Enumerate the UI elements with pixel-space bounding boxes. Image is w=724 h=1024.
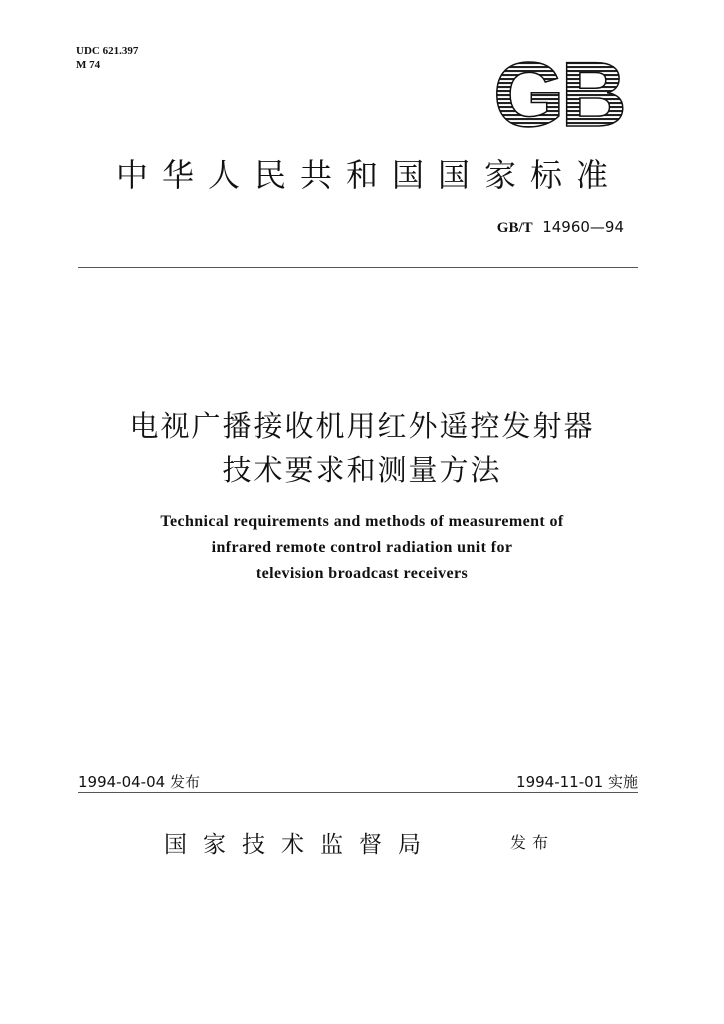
document-title-cn-line1: 电视广播接收机用红外遥控发射器 [129, 409, 595, 443]
issue-date: 1994-04-04 发布 [78, 773, 200, 791]
standard-code [497, 218, 624, 237]
document-title-en-line1: Technical requirements and methods of measurement of [160, 513, 564, 530]
gb-logo [484, 54, 632, 134]
gb-logo-text: GB [493, 54, 623, 134]
standard-title: 中华人民共和国国家标准 [115, 156, 622, 194]
issue-label: 发布 [510, 833, 555, 852]
standard-code-number: 14960—94 [542, 218, 624, 236]
document-title-en-line3: television broadcast receivers [255, 565, 469, 582]
document-title-en-line2: infrared remote control radiation unit for [211, 539, 513, 556]
udc-code: UDC 621.397 [76, 45, 139, 57]
document-title-cn-line2: 技术要求和测量方法 [222, 453, 502, 487]
bottom-divider [78, 792, 638, 793]
top-divider [78, 267, 638, 268]
standard-code-prefix: GB/T [496, 220, 533, 236]
effective-date: 1994-11-01 实施 [516, 773, 638, 791]
m-code: M 74 [76, 59, 101, 71]
classification-codes [76, 44, 138, 72]
issuing-authority: 国家技术监督局 [164, 832, 437, 858]
